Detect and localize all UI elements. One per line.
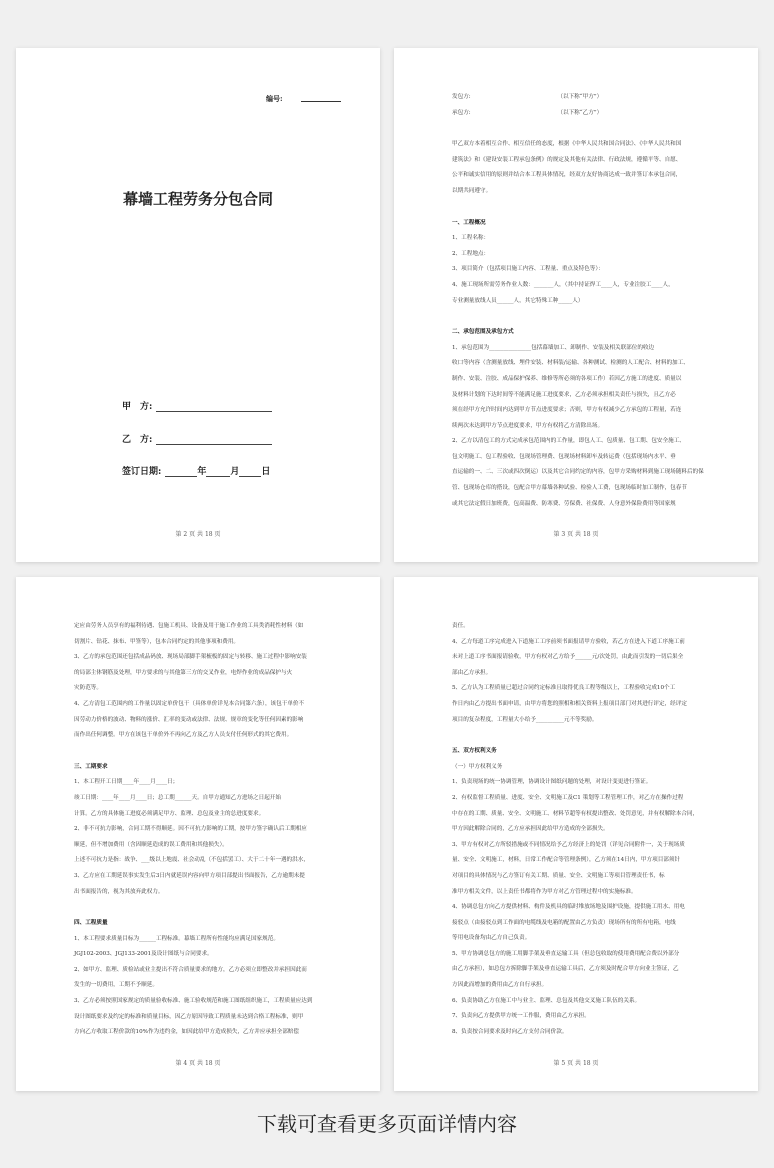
text-line: 发生的一切费用，工期不予顺延。	[74, 982, 158, 989]
text-line: 直运输的一、二、三次或四次倒运）以及其它合同约定的内容，包甲方采购材料到施工现场随料后的保	[452, 469, 704, 476]
download-caption: 下载可查看更多页面详情内容	[257, 1112, 517, 1136]
text-line: 因劳动力价格的波动、物料的涨价、汇率的变动或法律、法规、规章的变化等任何因素的影响	[74, 716, 304, 723]
text-line: 1、工程名称：	[452, 235, 490, 242]
contract-number-blank	[301, 101, 341, 102]
text-line: 甲方因此解除合同的，乙方应承担因此给甲方造成的全部损失。	[452, 826, 609, 833]
text-line: 6、负责协助乙方在施工中与业主、监理、总包及其他交叉施工队伍的关系。	[452, 997, 641, 1004]
text-line: 4、协调总包方向乙方提供材料、构件及机具的临时堆放场地及围护设施，提供施工用水、用电	[452, 904, 685, 911]
contract-cover-page	[16, 48, 380, 562]
text-line: 2、非不可抗力影响，合同工期不得顺延。因不可抗力影响的工期，按甲方签字确认后工期相应	[74, 826, 307, 833]
text-line: 续两次未达到甲方节点进度要求，甲方有权将乙方清除出场。	[452, 422, 604, 429]
sign-year-blank	[165, 476, 197, 477]
text-line: JGJ102-2003、JGJ133-2001及设计图纸与合同要求。	[74, 951, 213, 958]
text-line: 1、本工程开工日期____年____月____日；	[74, 779, 179, 786]
text-line: 对项目的具体情况与乙方签订有关工期、质量、安全、文明施工等项目管理责任书，标	[452, 872, 665, 879]
text-line: 4、乙方每道工序完成进入下道施工工序前须书面报请甲方验收，若乙方在进入下道工序施工前	[452, 638, 685, 645]
text-line: 3、乙方的承包范围还包括成品码放、现场局部脚手架梳板的固定与转移、施工过程中影响安装	[74, 654, 307, 661]
text-line: 切割片、钻花、抹布、甲签等），包本合同约定的其他事项和费用。	[74, 638, 240, 645]
text-line: 2、乙方以清包工的方式完成承包范围内的工作量，即包人工、包质量、包工期、包安全施工、	[452, 438, 685, 445]
sign-month-label: 月	[230, 467, 240, 477]
text-line: 发包方: （以下称“甲方”）	[452, 94, 603, 100]
text-line: 量、安全、文明施工，材料，日常工作配合等管理条例），乙方须在14日内，甲方项目部须针	[452, 857, 681, 864]
text-line: 未对上道工序书面报请验收，甲方有权对乙方给予______元/次处罚，由此而引发的一切后果全	[452, 654, 684, 661]
text-line: 竣工日期：____年____月____日；总工期______天。自甲方通知乙方进场之日起开始	[74, 794, 281, 801]
text-line: （一）甲方权利义务	[452, 763, 503, 770]
blank-line	[452, 309, 718, 325]
text-line: 方因此而增加的费用由乙方自行承担。	[452, 982, 548, 989]
sign-date-label: 签订日期:	[122, 467, 162, 477]
blank-line	[452, 200, 718, 216]
text-line: 5、甲方协调总包方的施工用脚手架及垂直运输工具（但总包收取的使用费用配合费以外部分	[452, 950, 680, 957]
text-line: 或其它法定假日加班费，包高温费、防寒费、劳保费、社保费、人身意外保险费用等国家规	[452, 500, 676, 507]
text-line: 专业测量放线人员______人，其它特殊工种_____人）	[452, 297, 584, 304]
contract-page-5	[394, 577, 758, 1091]
text-line: 1、本工程要求质量目标为______工程标准。幕墙工程所有性能均应满足国家规范。	[74, 935, 279, 942]
text-line: 以期共同遵守。	[452, 187, 492, 194]
text-line: 承包方: （以下称“乙方”）	[452, 109, 603, 116]
page-number: 第 5 页 共 18 页	[553, 1060, 599, 1067]
text-line: 上述不可抗力是指：战争、___级以上地震、社会动乱（不包括罢工）、大于二十年一遇的洪水，	[74, 857, 309, 864]
page-number: 第 4 页 共 18 页	[175, 1060, 221, 1067]
text-line: 包文明施工、包工程验收、包现场管理费、包现场材料卸车及转运费（包括现场内水平、垂	[452, 453, 676, 460]
text-line: 而作出任何调整。甲方在该包干单价外不再向乙方及乙方人员支付任何形式的其它费用。	[74, 732, 293, 739]
text-line: 计算。乙方的具体施工进度必须满足甲方、监理、总包及业主的总进度要求。	[74, 810, 265, 817]
text-line: 5、乙方认为工程质量已超过合同约定标准且取得优良工程等级以上，工程验收完成10个工	[452, 685, 676, 692]
text-line: 8、负责按合同要求及时向乙方支付合同价款。	[452, 1028, 568, 1035]
text-line: 准甲方相关文件，以上责任书都将作为甲方对乙方管理过程中的实施标准。	[452, 888, 637, 895]
party-a-label: 甲 方:	[122, 402, 153, 412]
page-body	[452, 90, 718, 512]
party-a-row	[122, 399, 272, 412]
sign-day-blank	[239, 476, 261, 477]
section-heading: 五、双方权利义务	[452, 748, 497, 755]
text-line: 建筑法》和《建设安装工程承包条例》的规定及其他有关法律、行政法规，遵循平等、自愿、	[452, 156, 682, 163]
sign-month-blank	[206, 476, 230, 477]
text-line: 及材料计划的下达时间等不能满足施工进度要求，乙方必须承担相关责任与损失，且乙方必	[452, 391, 676, 398]
party-b-blank	[156, 444, 272, 445]
text-line: 2、有权监督工程质量、进度、安全、文明施工及C1 策划等工程管理工作，对乙方在操作过程	[452, 794, 684, 801]
sign-year-label: 年	[197, 467, 207, 477]
blank-line	[74, 744, 340, 760]
text-line: 等用电设备均由乙方自己负责。	[452, 935, 531, 942]
text-line: 3、乙方应在工期延误事实发生后3日内就延误内容向甲方项目部提出书面报告，乙方逾期未提	[74, 872, 305, 879]
party-b-label: 乙 方:	[122, 435, 153, 445]
text-line: 公平和诚实信用的原则并结合本工程具体情况，经双方友好协商达成一致并签订本承包合同，	[452, 172, 682, 179]
page-number: 第 3 页 共 18 页	[553, 531, 599, 538]
text-line: 灾防范等。	[74, 685, 102, 692]
text-line: 作日内由乙方提出书面申请，由甲方将您的照相和相关资料上报项目部门对其进行评定，经评定	[452, 700, 687, 707]
blank-line	[452, 728, 718, 744]
section-heading: 三、工期要求	[74, 763, 108, 770]
sign-date-row	[122, 464, 270, 477]
text-line: 7、负责向乙方提供甲方统一工作服，费用由乙方承担。	[452, 1013, 590, 1020]
text-line: 制作、安装、注胶、成品保护保养、维修等所必须的各项工作）若因乙方施工的进度、质量以	[452, 375, 682, 382]
text-line: 1、承包范围为_______________包括幕墙加工、卸制作、安装及相关联部位的收边	[452, 344, 655, 351]
text-line: 收口等内容（含测量放线、埋件安装、材料装/运输、各种测试、检测的人工配合、材料的加工、	[452, 360, 689, 367]
blank-line	[452, 121, 718, 137]
text-line: 2、工程地点：	[452, 250, 490, 257]
page-body	[452, 619, 718, 1040]
section-heading: 二、承包范围及承包方式	[452, 329, 514, 336]
text-line: 定应由劳务人员享有的福利待遇、包施工机具、设备及用于施工作业的工具类消耗性材料（如	[74, 623, 304, 629]
party-a-blank	[156, 411, 272, 412]
sign-day-label: 日	[261, 467, 271, 477]
contract-page-4	[16, 577, 380, 1091]
party-b-row	[122, 432, 272, 445]
contract-page-3	[394, 48, 758, 562]
text-line: 出书面报告的，视为其放弃此权力。	[74, 888, 164, 895]
text-line: 3、项目简介（包括项目施工内容、工程量、重点及特色等）：	[452, 266, 604, 273]
text-line: 中存在的工期、质量、安全、文明施工、材料节超等有权提出整改、处罚意见，并有权解除本合同，	[452, 810, 699, 817]
text-line: 3、甲方有权对乙方所驳措施或不同情况给予乙方经济上的处罚（详见合同附件一，关于现场质	[452, 841, 685, 848]
text-line: 管、包现场仓库的搭设，包配合甲方幕墙各种试验、检验人工费，包现场临时加工制作，包春节	[452, 485, 687, 492]
text-line: 设计图纸要求及约定的标准和质量目标，因乙方原因导致工程质量未达到合格工程标准，则甲	[74, 1013, 304, 1020]
page-number: 第 2 页 共 18 页	[175, 531, 221, 538]
text-line: 2、如甲方、监理、质检站或业主提出不符合质量要求的地方，乙方必须立即整改并承担因此而	[74, 966, 307, 973]
contract-title: 幕墙工程劳务分包合同	[122, 190, 273, 208]
section-heading: 四、工程质量	[74, 920, 108, 927]
page-body	[74, 619, 340, 1041]
blank-line	[74, 900, 340, 916]
section-heading: 一、工程概况	[452, 219, 486, 226]
text-line: 顺延，但不增加费用（含因顺延造成的误工费用和其他损失）。	[74, 841, 228, 848]
text-line: 3、乙方必须按照国家规定的质量验收标准、施工验收规范和施工图纸组织施工，工程质量应达到	[74, 998, 313, 1005]
text-line: 须在经甲方允许时间内达到甲方节点进度要求；否则，甲方有权减少乙方承包的工程量，若连	[452, 407, 682, 414]
contract-number-label: 编号:	[266, 94, 283, 103]
text-line: 4、施工现场所需劳务作业人数：_______人，（其中持证焊工____人，专业注胶工____人，	[452, 281, 674, 288]
text-line: 接驳点（由接驳点到工作面的电缆线及电箱的配置由乙方负责）现场所有的所有电箱，电线	[452, 919, 676, 926]
text-line: 部由乙方承担。	[452, 669, 492, 676]
text-line: 方向乙方收取工程价款的10%作为违约金，如因此给甲方造成损失，乙方并应承担全部赔偿	[74, 1029, 299, 1036]
text-line: 4、乙方清包工范围内的工作量以固定单价包干（具体单价详见本合同第六条），该包干单价不	[74, 700, 305, 707]
text-line: 由乙方承担），如总包方拆除脚手架及垂直运输工具后，乙方须及时配合甲方向业主签证，乙	[452, 966, 679, 973]
text-line: 项目的复杂程度，工程量大小给予__________元不等奖励。	[452, 716, 598, 723]
text-line: 甲乙双方本着相互合作、相互信任的态度，根据《中华人民共和国合同法》、《中华人民共和国	[452, 141, 682, 148]
text-line: 1、负责现场的统一协调管理，协调设计图纸问题的处理，对设计变更进行签证。	[452, 779, 652, 786]
text-line: 责任。	[452, 623, 469, 629]
text-line: 的局部主体钢筋及处理，甲方要求的与其他第三方的交叉作业，电焊作业的成品保护与火	[74, 669, 293, 676]
